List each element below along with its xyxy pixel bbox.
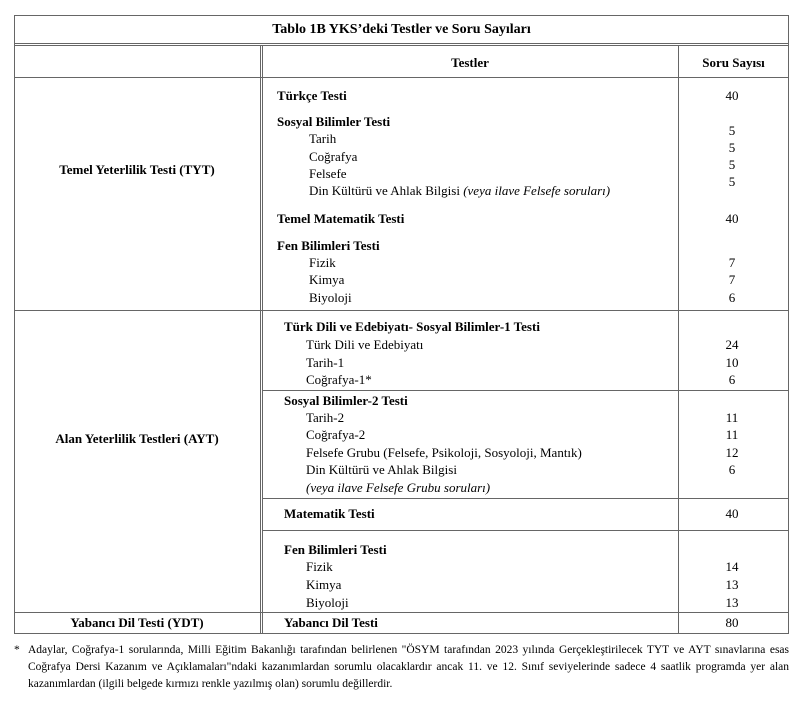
tyt-fen-name: Fen Bilimleri Testi bbox=[277, 238, 380, 253]
tyt-fen-item: Biyoloji bbox=[309, 290, 352, 305]
tyt-fen-count: 6 bbox=[728, 290, 736, 305]
ayt-sosyal2-count: 11 bbox=[725, 410, 739, 425]
tyt-sosyal-item: Felsefe bbox=[309, 166, 347, 181]
tyt-din-name: Din Kültürü ve Ahlak Bilgisi bbox=[309, 183, 460, 198]
ayt-edebiyat-count: 10 bbox=[725, 355, 739, 370]
tyt-turkce-count: 40 bbox=[725, 88, 739, 103]
ayt-edebiyat-item: Türk Dili ve Edebiyatı bbox=[306, 337, 424, 352]
table-title: Tablo 1B YKS’deki Testler ve Soru Sayıları bbox=[272, 22, 531, 37]
ayt-fen-item: Kimya bbox=[306, 577, 342, 592]
ayt-edebiyat-item: Coğrafya-1* bbox=[306, 372, 372, 387]
ayt-sosyal2-note bbox=[306, 480, 490, 496]
ayt-fen-name: Fen Bilimleri Testi bbox=[284, 542, 387, 557]
ayt-inner-rule-1 bbox=[262, 390, 789, 391]
ayt-edebiyat-count: 6 bbox=[728, 372, 736, 387]
ayt-sosyal2-item: Felsefe Grubu (Felsefe, Psikoloji, Sosyoloji, Mantık) bbox=[306, 445, 582, 460]
tyt-turkce-name: Türkçe Testi bbox=[277, 88, 347, 103]
ayt-ydt-rule bbox=[14, 612, 789, 613]
ayt-edebiyat-count: 24 bbox=[725, 337, 739, 352]
footnote bbox=[14, 642, 789, 693]
title-rule bbox=[14, 43, 789, 44]
ayt-sosyal2-item: Din Kültürü ve Ahlak Bilgisi bbox=[306, 462, 457, 477]
tyt-din-note: (veya ilave Felsefe soruları) bbox=[463, 183, 611, 198]
ayt-fen-count: 13 bbox=[725, 595, 739, 610]
tyt-fen-item: Kimya bbox=[309, 272, 345, 287]
tyt-sosyal-count: 5 bbox=[728, 157, 736, 172]
ydt-test-count: 80 bbox=[725, 615, 739, 630]
tyt-fen-item: Fizik bbox=[309, 255, 336, 270]
ayt-sosyal2-count: 6 bbox=[728, 462, 736, 477]
ayt-sosyal2-note-text: (veya ilave Felsefe Grubu soruları) bbox=[306, 480, 491, 495]
tyt-sosyal-count: 5 bbox=[728, 140, 736, 155]
ayt-sosyal2-count: 12 bbox=[725, 445, 739, 460]
ayt-sosyal2-item: Tarih-2 bbox=[306, 410, 345, 425]
ayt-inner-rule-3 bbox=[262, 530, 789, 531]
footnote-marker: * bbox=[14, 644, 20, 656]
ayt-label: Alan Yeterlilik Testleri (AYT) bbox=[55, 431, 219, 446]
ayt-matematik-name: Matematik Testi bbox=[284, 506, 375, 521]
tyt-fen-count: 7 bbox=[728, 272, 736, 287]
header-rule bbox=[14, 77, 789, 78]
tyt-sosyal-item bbox=[309, 183, 610, 199]
ayt-edebiyat-name: Türk Dili ve Edebiyatı- Sosyal Bilimler-1 Testi bbox=[284, 319, 540, 334]
header-rule-top bbox=[14, 45, 789, 46]
tyt-ayt-rule bbox=[14, 310, 789, 311]
tyt-fen-count: 7 bbox=[728, 255, 736, 270]
ayt-sosyal2-name: Sosyal Bilimler-2 Testi bbox=[284, 393, 408, 408]
column-divider-2 bbox=[678, 45, 679, 634]
footnote-text: Adaylar, Coğrafya-1 sorularında, Milli Eğitim Bakanlığı tarafından belirlenen "ÖSYM tarafından 2023 yılında Gerçekleştirilecek TYT ve AYT sınavlarına esas Coğrafya Dersi Kazanım ve Açıklamaları"ndaki kazanımlardan sorumlu olacaklardır ancak 11. ve 12. Sınıf seviyelerinde sadece 4 saatlik programda yer alan kazanımlardan (ilgili belgede kırmızı renkle yazılmış olan) sorumlu değillerdir. bbox=[28, 644, 789, 690]
ayt-matematik-count: 40 bbox=[725, 506, 739, 521]
ydt-label: Yabancı Dil Testi (YDT) bbox=[70, 615, 204, 630]
ayt-fen-item: Fizik bbox=[306, 559, 333, 574]
tyt-sosyal-item: Coğrafya bbox=[309, 149, 358, 164]
ayt-edebiyat-item: Tarih-1 bbox=[306, 355, 345, 370]
ydt-test-name: Yabancı Dil Testi bbox=[284, 615, 378, 630]
ayt-inner-rule-2 bbox=[262, 498, 789, 499]
tyt-sosyal-item: Tarih bbox=[309, 131, 337, 146]
tyt-label: Temel Yeterlilik Testi (TYT) bbox=[59, 162, 215, 177]
ayt-fen-count: 13 bbox=[725, 577, 739, 592]
ayt-sosyal2-count: 11 bbox=[725, 427, 739, 442]
ayt-fen-item: Biyoloji bbox=[306, 595, 349, 610]
header-count: Soru Sayısı bbox=[702, 55, 765, 70]
column-divider-1b bbox=[262, 45, 263, 634]
column-divider-1 bbox=[260, 45, 261, 634]
header-tests: Testler bbox=[451, 55, 489, 70]
tyt-sosyal-name: Sosyal Bilimler Testi bbox=[277, 114, 391, 129]
ayt-fen-count: 14 bbox=[725, 559, 739, 574]
tyt-sosyal-count: 5 bbox=[728, 123, 736, 138]
tyt-matematik-name: Temel Matematik Testi bbox=[277, 211, 405, 226]
tyt-matematik-count: 40 bbox=[725, 211, 739, 226]
tyt-sosyal-count: 5 bbox=[728, 174, 736, 189]
ayt-sosyal2-item: Coğrafya-2 bbox=[306, 427, 366, 442]
